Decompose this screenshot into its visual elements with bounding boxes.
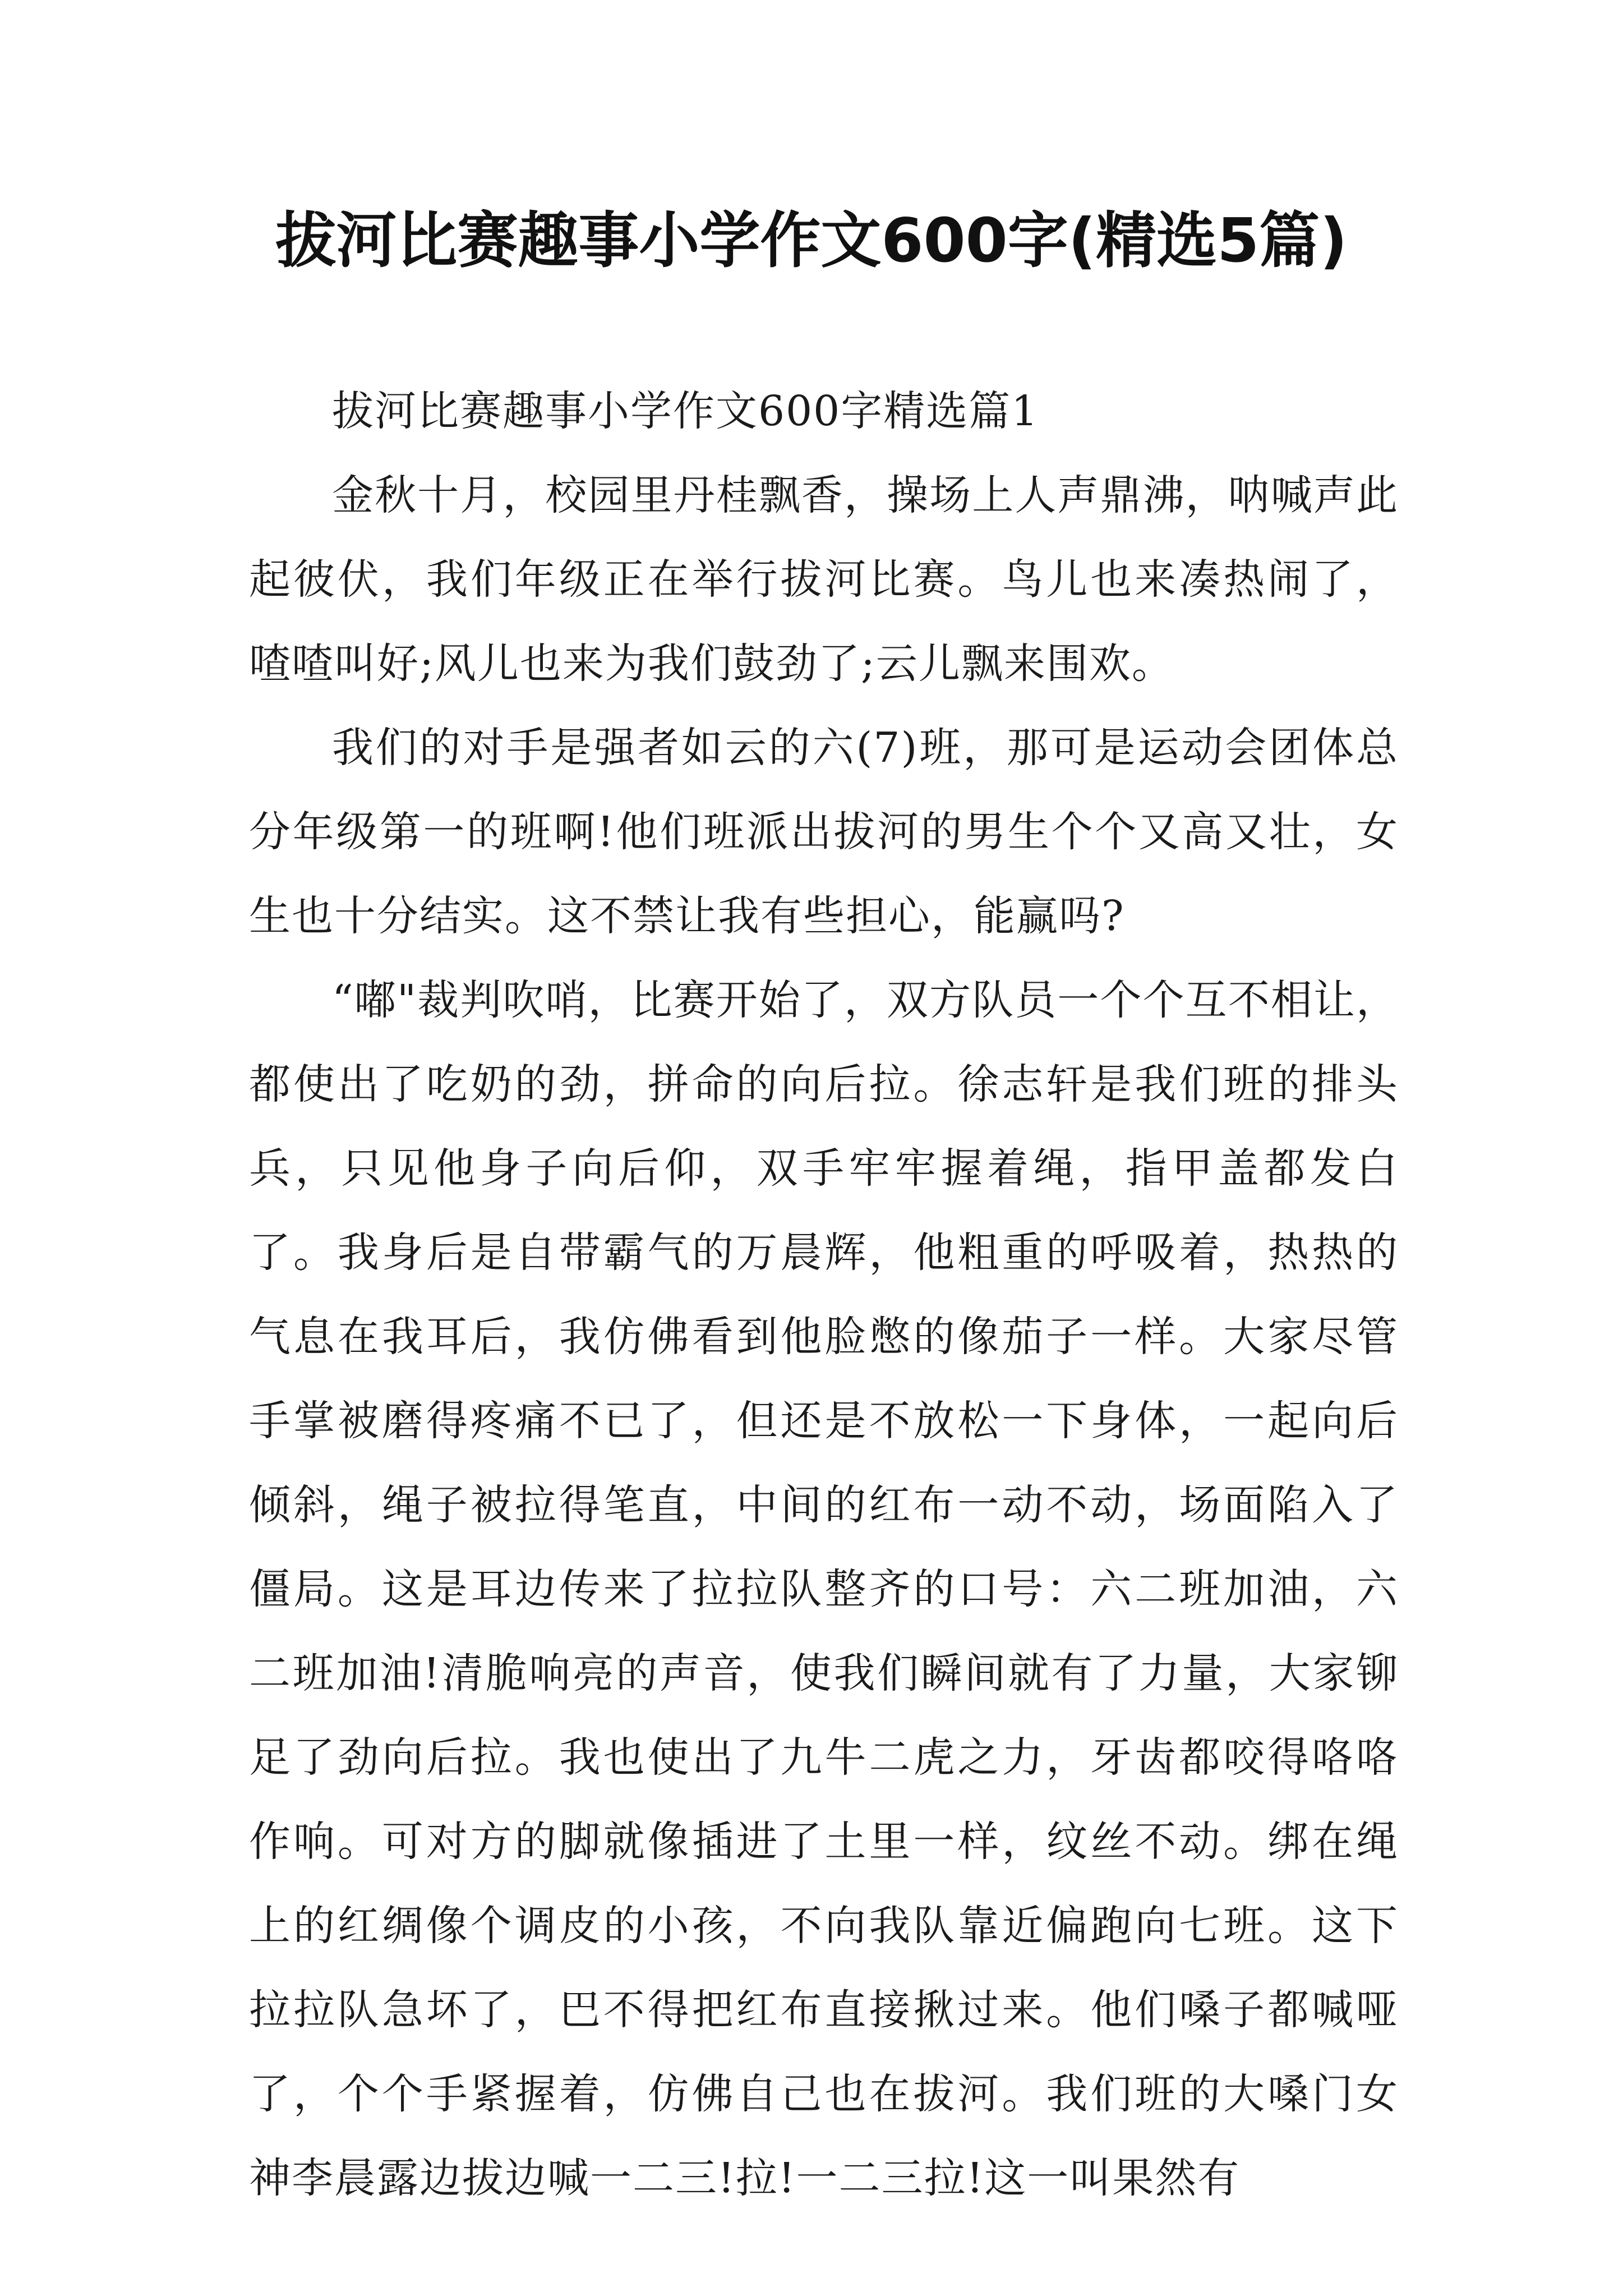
- document-title: 拔河比赛趣事小学作文600字(精选5篇): [275, 206, 1348, 276]
- section-heading: 拔河比赛趣事小学作文600字精选篇1: [332, 387, 1039, 435]
- paragraph: 我们的对手是强者如云的六(7)班，那可是运动会团体总分年级第一的班啊!他们班派出拔河的男生个个又高又壮，女生也十分结实。这不禁让我有些担心，能赢吗?: [249, 724, 1399, 940]
- paragraph: “嘟"裁判吹哨，比赛开始了，双方队员一个个互不相让，都使出了吃奶的劲，拼命的向后拉。徐志轩是我们班的排头兵，只见他身子向后仰，双手牢牢握着绳，指甲盖都发白了。我身后是自带霸气的万晨辉，他粗重的呼吸着，热热的气息在我耳后，我仿佛看到他脸憋的像茄子一样。大家尽管手掌被磨得疼痛不已了，但还是不放松一下身体，一起向后倾斜，绳子被拉得笔直，中间的红布一动不动，场面陷入了僵局。这是耳边传来了拉拉队整齐的口号：六二班加油，六二班加油!清脆响亮的声音，使我们瞬间就有了力量，大家铆足了劲向后拉。我也使出了九牛二虎之力，牙齿都咬得咯咯作响。可对方的脚就像插进了土里一样，纹丝不动。绑在绳上的红绸像个调皮的小孩，不向我队靠近偏跑向七班。这下拉拉队急坏了，巴不得把红布直接揪过来。他们嗓子都喊哑了，个个手紧握着，仿佛自己也在拔河。我们班的大嗓门女神李晨露边拔边喊一二三!拉!一二三拉!这一叫果然有: [249, 976, 1399, 2202]
- paragraph: 金秋十月，校园里丹桂飘香，操场上人声鼎沸，呐喊声此起彼伏，我们年级正在举行拔河比赛。鸟儿也来凑热闹了，喳喳叫好;风儿也来为我们鼓劲了;云儿飘来围欢。: [249, 471, 1399, 688]
- document-body: [249, 369, 1399, 2220]
